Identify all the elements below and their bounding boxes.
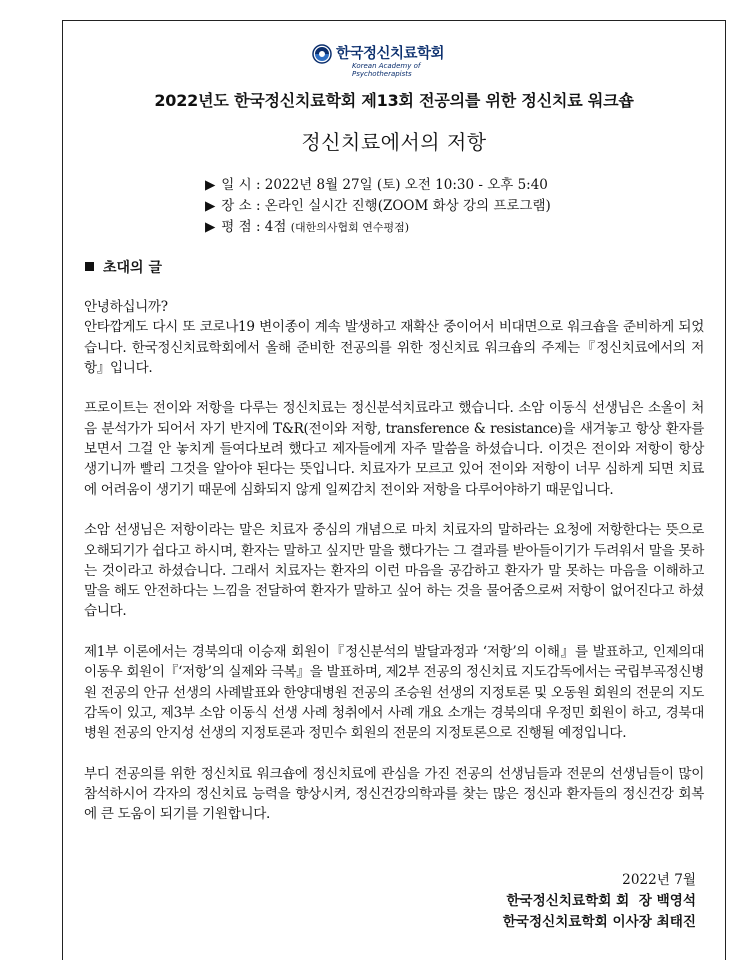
event-info (205, 175, 551, 238)
society-logo-name: 한국정신치료학회 (336, 46, 445, 62)
invitation-body (84, 297, 704, 845)
event-credit-row (205, 217, 551, 238)
signature-block (503, 870, 696, 933)
event-credit-note: (대한의사협회 연수평점) (290, 221, 410, 234)
society-logo-english-line1: Korean Academy of (352, 62, 421, 70)
event-date-text: 일 시 : 2022년 8월 27일 (토) 오전 10:30 - 오후 5:40 (221, 177, 548, 193)
society-logo-english-line2: Psychotherapists (352, 70, 412, 78)
square-bullet-icon (85, 262, 94, 271)
paragraph-4: 제1부 이론에서는 경북의대 이승재 회원이『정신분석의 발달과정과 ‘저항’의 이해』를 발표하고, 인제의대 이동우 회원이『‘저항’의 실제와 극복』을 발표하며, 제2부 전공의 정신치료 지도감독에서는 국립부곡정신병원 전공의 안규 선생의 사례발표와 한양대병원 전공의 조승원 선생의 지정토론 및 오동원 회원의 전문의 지도감독이 있고, 제3부 소암 이동식 선생 사례 청취에서 사례 개요 소개는 경북의대 우정민 회원이 하고, 경북대병원 전공의 안지성 선생의 지정토론과 정민수 회원의 전문의 지정토론으로 진행될 예정입니다. (84, 644, 704, 742)
signature-president: 한국정신치료학회 회 장 백영석 (506, 893, 696, 909)
paragraph-5: 부디 전공의를 위한 정신치료 워크숍에 정신치료에 관심을 가진 전공의 선생님들과 전문의 선생님들이 많이 참석하시어 각자의 정신치료 능력을 향상시켜, 정신건강의학과를 찾는 많은 정신과 환자들의 정신건강 회복에 큰 도움이 되기를 기원합니다. (84, 765, 704, 823)
main-title: 정신치료에서의 저항 (301, 130, 487, 154)
event-credit-text: 평 점 : 4점 (221, 219, 287, 235)
bullet-triangle-icon: ▶ (205, 198, 216, 214)
event-place-row (205, 196, 551, 217)
society-logo-icon (312, 44, 332, 64)
workshop-title: 2022년도 한국정신치료학회 제13회 전공의를 위한 정신치료 워크숍 (154, 91, 634, 110)
society-logo-english (352, 62, 420, 78)
event-date-row (205, 175, 551, 196)
bullet-triangle-icon: ▶ (205, 177, 216, 193)
section-heading (85, 257, 162, 277)
signature-date: 2022년 7월 (622, 872, 696, 888)
section-heading-text: 초대의 글 (103, 260, 162, 276)
paragraph-3: 소암 선생님은 저항이라는 말은 치료자 중심의 개념으로 마치 치료자의 말하라는 요청에 저항한다는 뜻으로 오해되기가 쉽다고 하시며, 환자는 말하고 싶지만 말을 했다가는 그 결과를 받아들이기가 두려워서 말을 못하는 것이라고 하셨습니다. 그래서 치료자는 환자의 이런 마음을 공감하고 환자가 말 못하는 마음을 이해하고 말을 해도 안전하다는 느낌을 전달하여 환자가 말하고 싶어 하는 것을 물어줌으로써 저항이 없어진다고 하셨습니다. (84, 522, 704, 620)
greeting: 안녕하십니까? (84, 299, 168, 315)
signature-chairman: 한국정신치료학회 이사장 최태진 (502, 914, 696, 930)
event-place-text: 장 소 : 온라인 실시간 진행(ZOOM 화상 강의 프로그램) (221, 198, 551, 214)
paragraph-1: 안타깝게도 다시 또 코로나19 변이종이 계속 발생하고 재확산 중이어서 비대면으로 워크숍을 준비하게 되었습니다. 한국정신치료학회에서 올해 준비한 전공의를 위한 정신치료 워크숍의 주제는『정신치료에서의 저항』입니다. (84, 319, 704, 376)
bullet-triangle-icon: ▶ (205, 219, 216, 235)
paragraph-2: 프로이트는 전이와 저항을 다루는 정신치료는 정신분석치료라고 했습니다. 소암 이동식 선생님은 소올이 처음 분석가가 되어서 자기 반지에 T&R(전이와 저항, transference & resistance)을 새겨놓고 항상 환자를 보면서 그걸 안 놓치게 들여다보려 했다고 제자들에게 자주 말씀을 하셨습니다. 이것은 전이와 저항이 항상 생기니까 빨리 그것을 알아야 된다는 뜻입니다. 치료자가 모르고 있어 전이와 저항이 너무 심하게 되면 치료에 어려움이 생기기 때문에 심화되지 않게 일찌감치 전이와 저항을 다루어야하기 때문입니다. (84, 400, 704, 498)
society-logo (312, 40, 462, 92)
